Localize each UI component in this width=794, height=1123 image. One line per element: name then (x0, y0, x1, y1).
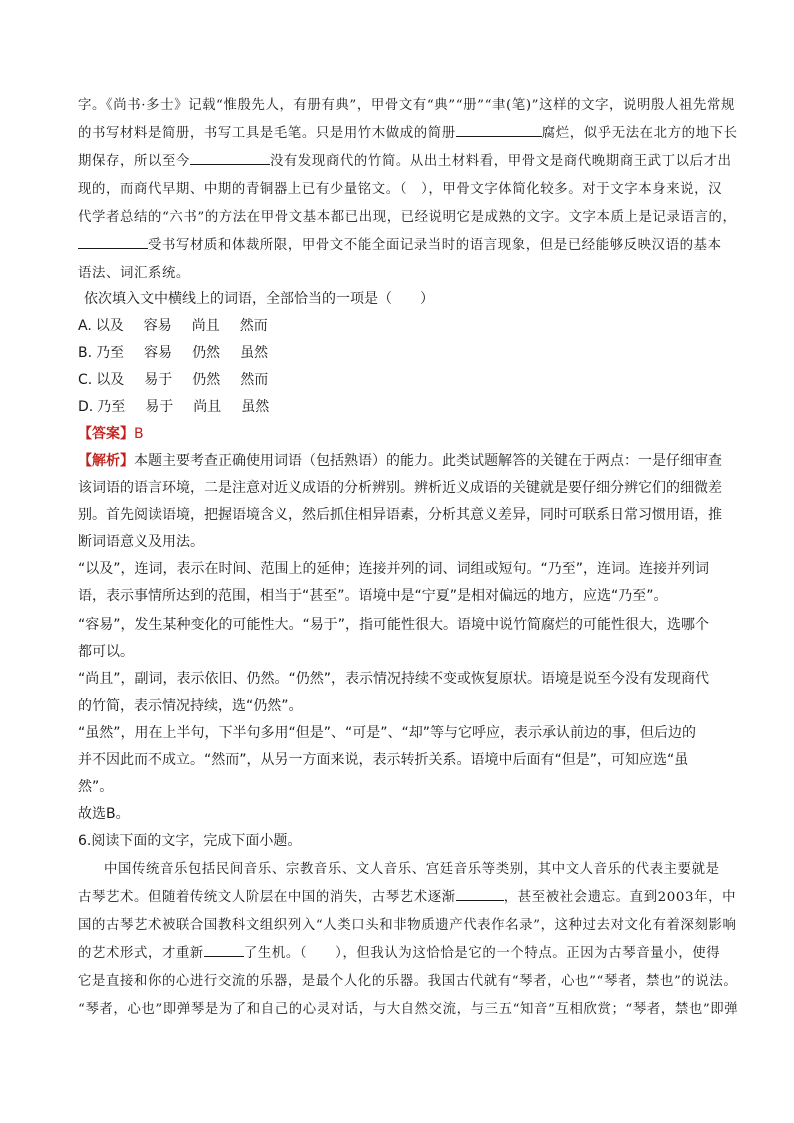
passage-line-5: 代学者总结的“六书”的方法在甲骨文基本都已出现，已经说明它是成熟的文字。文字本质上是记录语言的， (78, 210, 737, 225)
analysis-line-1: 【解析】本题主要考查正确使用词语（包括熟语）的能力。此类试题解答的关键在于两点：一是仔细审查 (78, 453, 722, 469)
analysis-para-2-line-1: “容易”，发生某种变化的可能性大。“易于”，指可能性很大。语境中说竹简腐烂的可能性很大，选哪个 (78, 617, 710, 633)
analysis-para-2-line-2: 都可以。 (78, 644, 134, 660)
passage-line-7: 语法、词汇系统。 (78, 266, 190, 281)
analysis-para-4-line-2: 并不因此而不成立。“然而”，从另一方面来说，表示转折关系。语境中后面有“但是”，可知应选“虽 (78, 752, 689, 768)
option-d[interactable]: D. 乃至 易于 尚且 虽然 (78, 399, 270, 415)
answer-tag: 【答案】 (78, 426, 134, 442)
option-c[interactable]: C. 以及 易于 仍然 然而 (78, 372, 269, 388)
passage-line-1: 字。《尚书·多士》记载“惟殷先人，有册有典”，甲骨文有“典”“册”“聿(笔)”这样的文字，说明殷人祖先常规 (78, 98, 735, 113)
q6-line-2: 古琴艺术。但随着传统文人阶层在中国的消失，古琴艺术逐渐 ，甚至被社会遗忘。直到2003年，中 (78, 886, 726, 905)
analysis-para-4-line-1: “虽然”，用在上半句，下半句多用“但是”、“可是”、“却”等与它呼应，表示承认前边的事，但后边的 (78, 725, 697, 741)
analysis-line-4: 断词语意义及用法。 (78, 534, 204, 550)
answer-line (78, 423, 726, 443)
q6-line-3: 国的古琴艺术被联合国教科文组织列入“人类口头和非物质遗产代表作名录”，这种过去对文化有着深刻影响 (78, 918, 737, 933)
fill-blank-2 (190, 150, 270, 165)
q6-title: 6.阅读下面的文字，完成下面小题。 (78, 833, 302, 849)
q6-blank-1 (456, 886, 504, 901)
q6-line-5: 它是直接和你的心进行交流的乐器，是最个人化的乐器。我国古代就有“琴者，心也”“琴者，禁也”的说法。 (78, 974, 738, 989)
analysis-line-2: 该词语的语言环境，二是注意对近义成语的分析辨别。辨析近义成语的关键就是要仔细分辨它们的细微差 (78, 480, 722, 496)
q6-line-4: 的艺术形式，才重新 了生机。（ ），但我认为这恰恰是它的一个特点。正因为古琴音量小，使得 (78, 942, 726, 961)
analysis-para-3-line-1: “尚且”，副词，表示依旧、仍然。“仍然”，表示情况持续不变或恢复原状。语境是说至今没有发现商代 (78, 671, 710, 687)
analysis-para-1-line-1: “以及”，连词，表示在时间、范围上的延伸；连接并列的词、词组或短句。“乃至”，连词。连接并列词 (78, 561, 710, 577)
analysis-para-3-line-2: 的竹简，表示情况持续，选“仍然”。 (78, 698, 303, 714)
fill-blank-1 (456, 122, 542, 137)
passage-line-3: 期保存，所以至今 没有发现商代的竹简。从出土材料看，甲骨文是商代晚期商王武丁以后才出 (78, 150, 726, 169)
q6-blank-2 (204, 942, 244, 957)
analysis-para-1-line-2: 语，表示事情所达到的范围，相当于“甚至”。语境中是“宁夏”是相对偏远的地方，应选“乃至”。 (78, 588, 668, 604)
passage-line-2: 的书写材料是简册，书写工具是毛笔。只是用竹木做成的简册 腐烂，似乎无法在北方的地下长 (78, 122, 726, 141)
q6-line-6: “琴者，心也”即弹琴是为了和自己的心灵对话，与大自然交流，与三五“知音”互相欣赏；“琴者，禁也”即弹 (78, 1002, 739, 1017)
analysis-line-3: 别。首先阅读语境，把握语境含义，然后抓住相异语素，分析其意义差异，同时可联系日常习惯用语，推 (78, 507, 722, 523)
passage-line-4: 现的，而商代早期、中期的青铜器上已有少量铭文。（ ），甲骨文字体简化较多。对于文字本身来说，汉 (78, 182, 723, 197)
analysis-para-4-line-3: 然”。 (78, 779, 114, 795)
passage-line-6: 受书写材质和体裁所限，甲骨文不能全面记录当时的语言现象，但是已经能够反映汉语的基本 (78, 234, 726, 253)
option-b[interactable]: B. 乃至 容易 仍然 虽然 (78, 345, 269, 361)
analysis-conclusion: 故选B。 (78, 806, 130, 822)
question-stem: 依次填入文中横线上的词语，全部恰当的一项是（ ） (84, 291, 434, 307)
q6-line-1: 中国传统音乐包括民间音乐、宗教音乐、文人音乐、宫廷音乐等类别，其中文人音乐的代表主要就是 (104, 862, 720, 877)
fill-blank-3 (78, 234, 148, 249)
answer-value: B (134, 426, 144, 442)
option-a[interactable]: A. 以及 容易 尚且 然而 (78, 318, 268, 334)
analysis-tag: 【解析】 (78, 453, 134, 469)
